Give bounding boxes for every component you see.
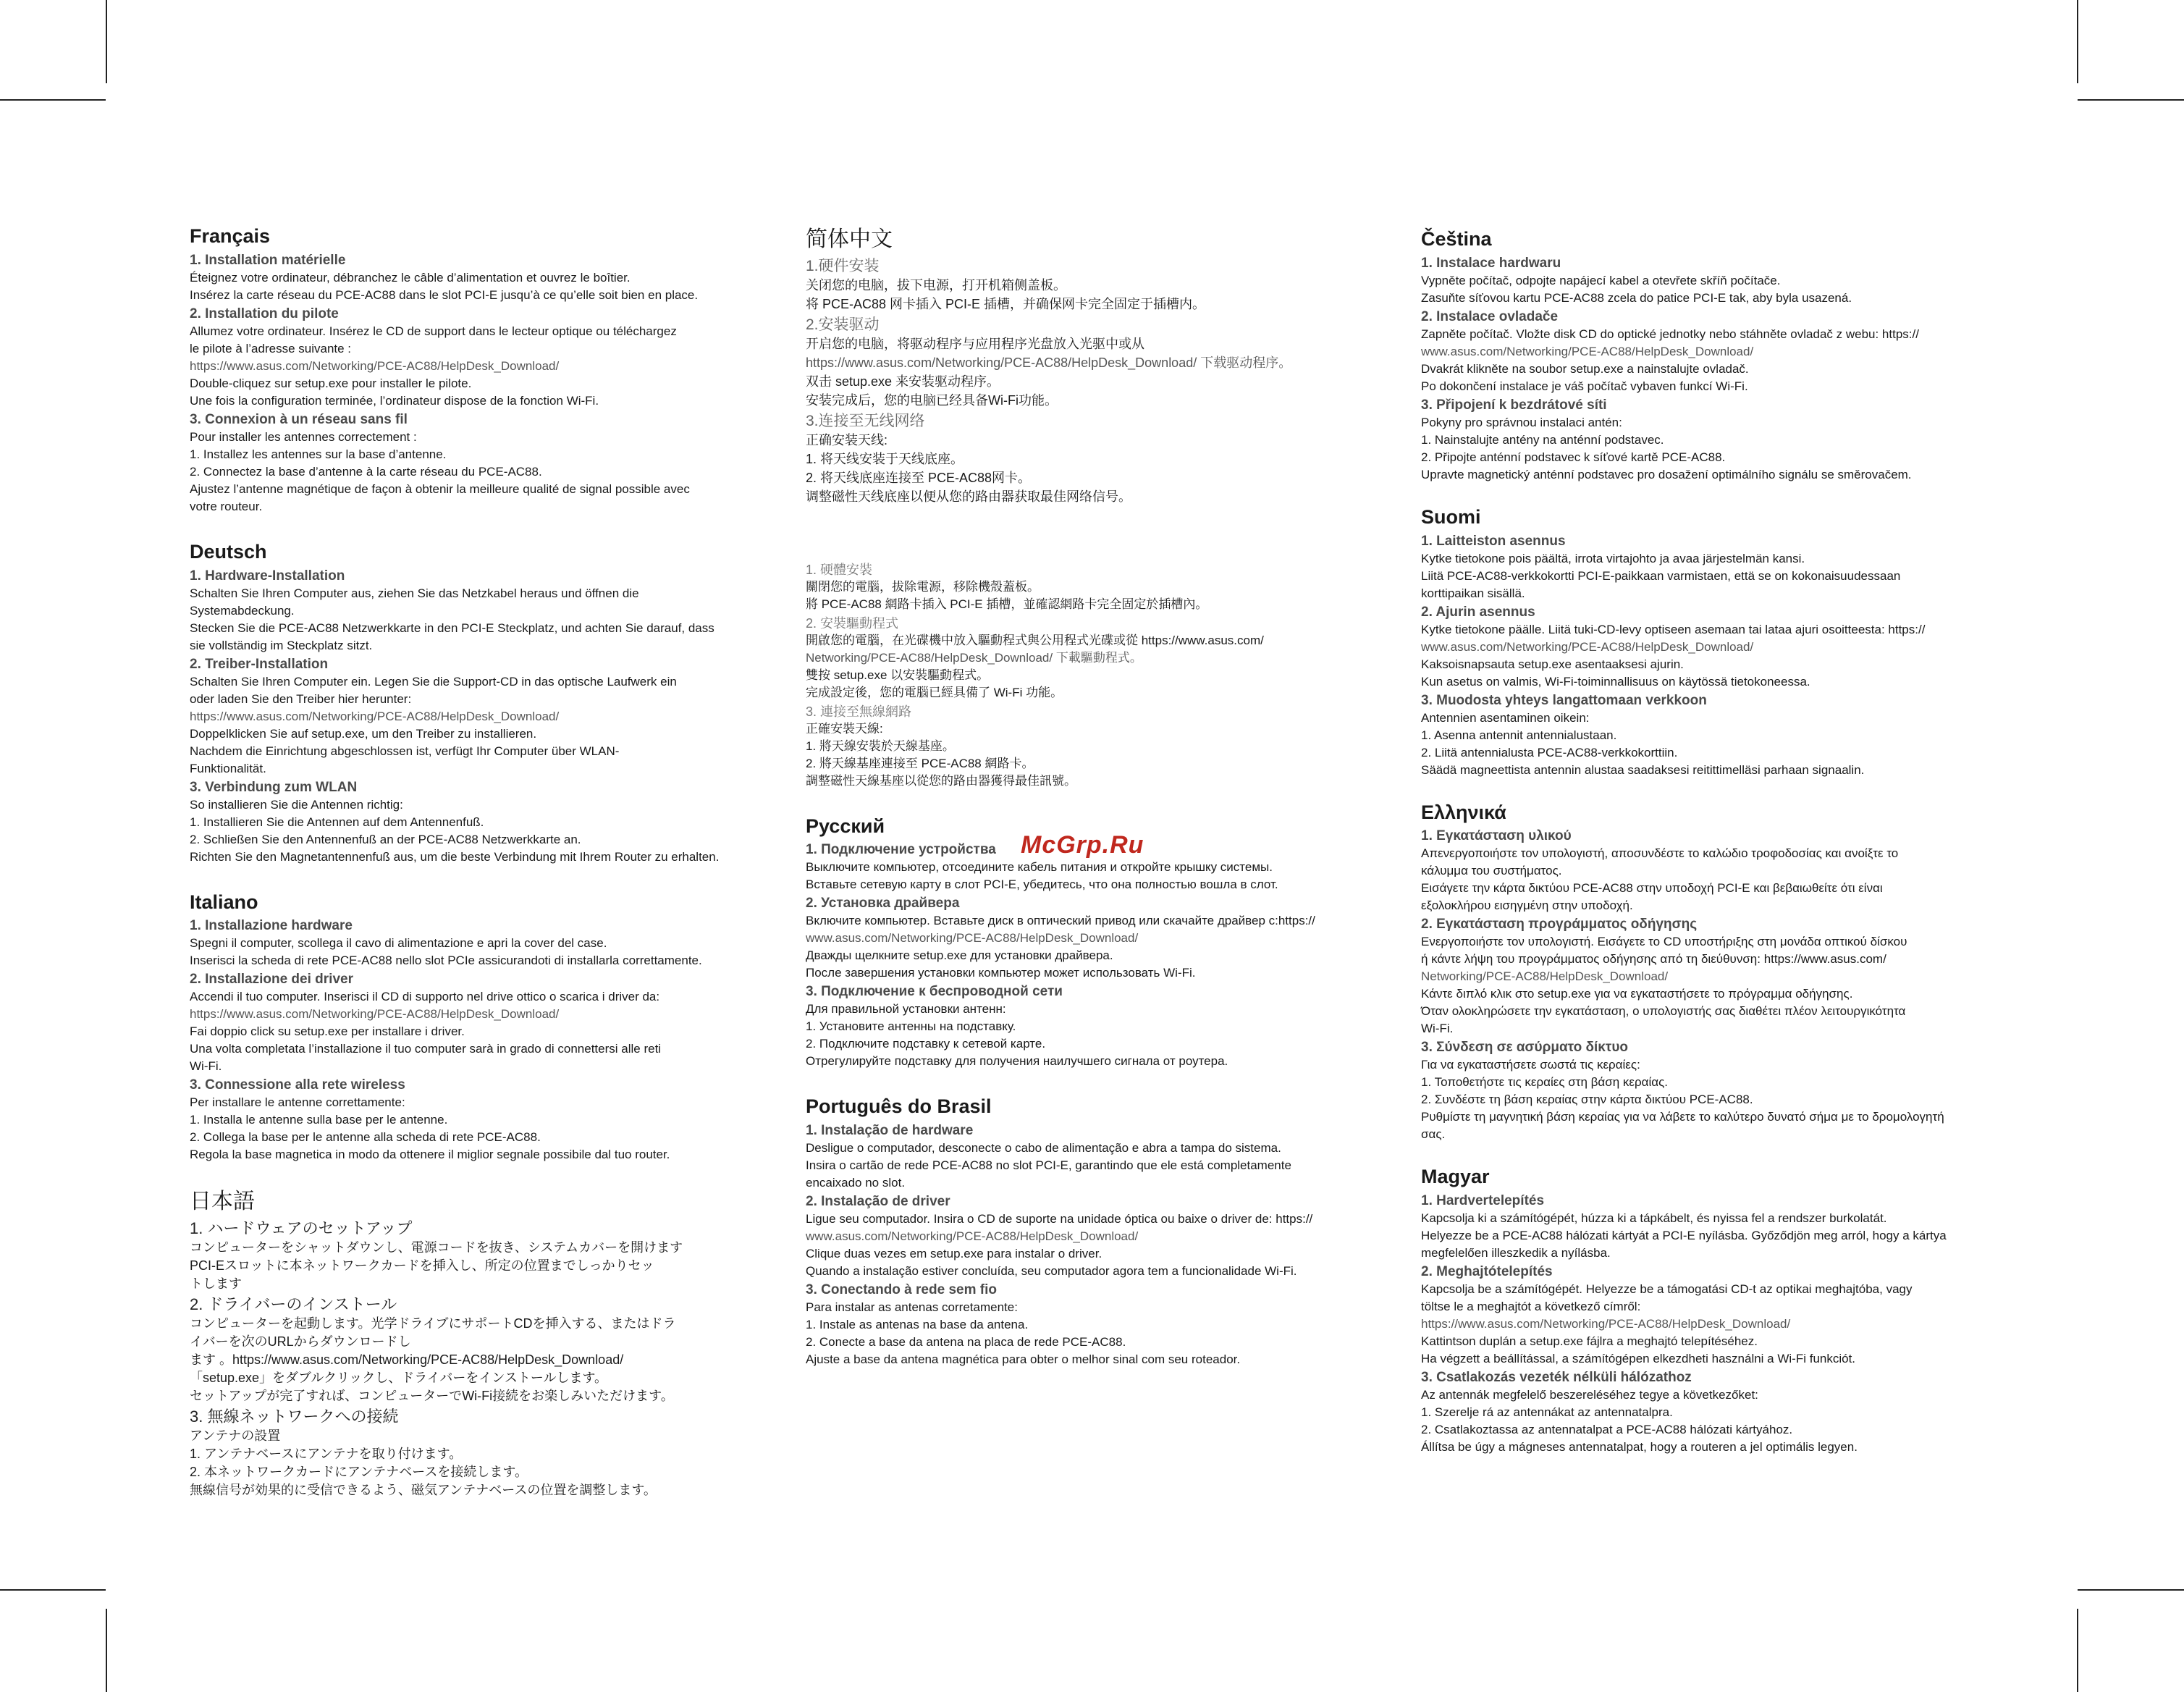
instruction-line: Zapněte počítač. Vložte disk CD do optické jednotky nebo stáhněte ovladač z webu: https:// — [1421, 327, 1919, 341]
instruction-line: ます 。https://www.asus.com/Networking/PCE-AC88/HelpDesk_Download/ — [190, 1352, 624, 1367]
instruction-line: 開啟您的電腦，在光碟機中放入驅動程式與公用程式光碟或從 https://www.asus.com/ — [806, 633, 1264, 647]
step-heading: 2.安装驱动 — [806, 316, 880, 333]
step-heading: 1. Instalace hardwaru — [1421, 255, 1561, 271]
instruction-line: Kytke tietokone päälle. Liitä tuki-CD-levy optiseen asemaan tai lataa ajuri osoitteesta: https:// — [1421, 622, 1926, 636]
instruction-line: Отрегулируйте подставку для получения наилучшего сигнала от роутера. — [806, 1054, 1228, 1069]
instruction-line: Antennien asentaminen oikein: — [1421, 710, 1590, 725]
instruction-line: Kun asetus on valmis, Wi-Fi-toiminnallisuus on käytössä tietokoneessa. — [1421, 674, 1810, 689]
instruction-line: sie vollständig im Steckplatz sitzt. — [190, 638, 373, 652]
instruction-line: https://www.asus.com/Networking/PCE-AC88/HelpDesk_Download/ — [1421, 1317, 1791, 1331]
step-heading: 1. Installazione hardware — [190, 918, 353, 934]
instruction-line: ή κάντε λήψη του προγράμματος οδήγησης από τη διεύθυνση: https://www.asus.com/ — [1421, 952, 1886, 967]
instruction-line: 2. Schließen Sie den Antennenfuß an der PCE-AC88 Netzwerkkarte an. — [190, 832, 581, 846]
section-title: Italiano — [190, 891, 258, 913]
instruction-line: Дважды щелкните setup.exe для установки драйвера. — [806, 948, 1113, 963]
step-heading: 2. Installazione dei driver — [190, 972, 353, 988]
crop-mark-tl-h — [0, 99, 106, 101]
step-heading: 1. Εγκατάσταση υλικού — [1421, 828, 1572, 844]
instruction-line: コンピューターを起動します。光学ドライブにサポートCDを挿入する、またはドラ — [190, 1316, 676, 1331]
instruction-line: Double-cliquez sur setup.exe pour installer le pilote. — [190, 376, 472, 390]
instruction-line: Accendi il tuo computer. Inserisci il CD di supporto nel drive ottico o scarica i driver da: — [190, 990, 660, 1004]
step-heading: 3. Připojení k bezdrátové síti — [1421, 397, 1607, 413]
step-heading: 2. Установка драйвера — [806, 896, 960, 912]
instruction-line: www.asus.com/Networking/PCE-AC88/HelpDesk_Download/ — [806, 931, 1139, 946]
instruction-line: Wi-Fi. — [190, 1059, 222, 1074]
instruction-line: Ligue seu computador. Insira o CD de suporte na unidade óptica ou baixe o driver de: https:// — [806, 1212, 1313, 1226]
instruction-line: Wi-Fi. — [1421, 1022, 1454, 1036]
step-heading: 1. Laitteiston asennus — [1421, 533, 1566, 549]
instruction-line: megfelelően illeszkedik a nyílásba. — [1421, 1246, 1611, 1260]
instruction-line: Insira o cartão de rede PCE-AC88 no slot PCI-E, garantindo que ele está completamente — [806, 1158, 1291, 1172]
crop-mark-tr-h — [2078, 99, 2184, 101]
language-section — [190, 224, 754, 515]
instruction-line: Kaksoisnapsauta setup.exe asentaaksesi ajurin. — [1421, 657, 1684, 671]
step-heading: 3. Σύνδεση σε ασύρματο δίκτυο — [1421, 1040, 1629, 1056]
instruction-line: Κάντε διπλό κλικ στο setup.exe για να εγκαταστήσετε το πρόγραμμα οδήγησης. — [1421, 987, 1853, 1001]
instruction-line: Kapcsolja ki a számítógépét, húzza ki a tápkábelt, és nyissa fel a rendszer burkolatát. — [1421, 1211, 1887, 1225]
instruction-line: コンピューターをシャットダウンし、電源コードを抜き、システムカバーを開けます — [190, 1239, 683, 1255]
instruction-line: Upravte magnetický anténní podstavec pro dosažení optimálního signálu se směrovačem. — [1421, 467, 1912, 481]
language-section — [1421, 227, 2000, 484]
section-title: Čeština — [1421, 228, 1492, 250]
section-title: Français — [190, 225, 271, 247]
step-heading: 2. Εγκατάσταση προγράμματος οδήγησης — [1421, 917, 1698, 933]
instruction-line: votre routeur. — [190, 499, 263, 513]
instruction-line: Allumez votre ordinateur. Insérez le CD de support dans le lecteur optique ou téléchargez — [190, 324, 677, 338]
instruction-line: 2. 將天線基座連接至 PCE-AC88 網路卡。 — [806, 756, 1034, 770]
step-heading: 1. ハードウェアのセットアップ — [190, 1219, 413, 1237]
instruction-line: Απενεργοποιήστε τον υπολογιστή, αποσυνδέστε το καλώδιο τροφοδοσίας και ανοίξτε το — [1421, 846, 1899, 861]
step-heading: 2. ドライバーのインストール — [190, 1295, 397, 1313]
step-heading: 1. Hardware-Installation — [190, 568, 345, 584]
instruction-line: 安装完成后，您的电脑已经具备Wi-Fi功能。 — [806, 392, 1058, 408]
instruction-line: κάλυμμα του συστήματος. — [1421, 864, 1562, 878]
step-heading: 3. Conectando à rede sem fio — [806, 1282, 997, 1297]
instruction-line: 1. Installa le antenne sulla base per le antenne. — [190, 1113, 448, 1127]
step-heading: 3. Connessione alla rete wireless — [190, 1077, 405, 1093]
instruction-line: 1. Nainstalujte antény na anténní podstavec. — [1421, 432, 1664, 447]
instruction-line: Ajuste a base da antena magnética para obter o melhor sinal com seu roteador. — [806, 1352, 1241, 1366]
instruction-line: 正确安装天线: — [806, 432, 888, 447]
instruction-line: イバーを次のURLからダウンロードし — [190, 1334, 411, 1349]
instruction-line: 2. Csatlakoztassa az antennatalpat a PCE-AC88 hálózati kártyához. — [1421, 1423, 1793, 1436]
instruction-line: Állítsa be úgy a mágneses antennatalpat, hogy a routeren a jel optimális legyen. — [1421, 1440, 1858, 1454]
instruction-line: Helyezze be a PCE-AC88 hálózati kártyát a PCI-E nyílásba. Győződjön meg arról, hogy a kártya — [1421, 1229, 1947, 1242]
section-title: Português do Brasil — [806, 1095, 992, 1118]
column-middle — [806, 226, 1370, 1393]
section-title: 日本語 — [190, 1190, 255, 1214]
instruction-line: 完成設定後，您的電腦已經具備了 Wi-Fi 功能。 — [806, 685, 1063, 699]
instruction-line: Regola la base magnetica in modo da ottenere il miglior segnale possibile dal tuo router. — [190, 1148, 670, 1162]
instruction-line: Une fois la configuration terminée, l’ordinateur dispose de la fonction Wi-Fi. — [190, 393, 599, 408]
instruction-line: Quando a instalação estiver concluída, seu computador agora tem a funcionalidade Wi-Fi. — [806, 1264, 1297, 1278]
step-heading: 3. Connexion à un réseau sans fil — [190, 411, 408, 427]
instruction-line: После завершения установки компьютер может использовать Wi-Fi. — [806, 966, 1196, 980]
instruction-line: Όταν ολοκληρώσετε την εγκατάσταση, ο υπολογιστής σας διαθέτει πλέον λειτουργικότητα — [1421, 1004, 1906, 1019]
instruction-line: Inserisci la scheda di rete PCE-AC88 nello slot PCIe assicurandoti di installarla correttamente. — [190, 954, 702, 968]
instruction-line: le pilote à l’adresse suivante : — [190, 341, 352, 355]
instruction-line: Liitä PCE-AC88-verkkokortti PCI-E-paikkaan varmistaen, että se on kokonaisuudessaan — [1421, 568, 1901, 583]
language-section — [806, 226, 1370, 506]
column-left — [190, 224, 754, 1524]
instruction-line: 2. 本ネットワークカードにアンテナベースを接続します。 — [190, 1464, 528, 1479]
section-title: Ελληνικά — [1421, 801, 1506, 823]
instruction-line: 1. 將天線安裝於天線基座。 — [806, 738, 955, 753]
instruction-line: www.asus.com/Networking/PCE-AC88/HelpDesk_Download/ — [1421, 639, 1754, 654]
instruction-line: 2. Připojte anténní podstavec k síťové kartě PCE-AC88. — [1421, 450, 1726, 464]
instruction-line: So installieren Sie die Antennen richtig: — [190, 797, 403, 812]
instruction-line: 1. 将天线安装于天线底座。 — [806, 451, 964, 466]
instruction-line: Ενεργοποιήστε τον υπολογιστή. Εισάγετε το CD υποστήριξης στη μονάδα οπτικού δίσκου — [1421, 935, 1907, 949]
instruction-line: Az antennák megfelelő beszereléséhez tegye a következőket: — [1421, 1388, 1758, 1402]
instruction-line: Richten Sie den Magnetantennenfuß aus, um die beste Verbindung mit Ihrem Router zu erhalten. — [190, 849, 720, 864]
step-heading: 2. Instalace ovladače — [1421, 308, 1559, 324]
instruction-line: Networking/PCE-AC88/HelpDesk_Download/ 下載驅動程式。 — [806, 650, 1142, 665]
step-heading: 2. Meghajtótelepítés — [1421, 1264, 1553, 1279]
instruction-line: 开启您的电脑，将驱动程序与应用程序光盘放入光驱中或从 — [806, 336, 1144, 351]
instruction-line: encaixado no slot. — [806, 1176, 906, 1190]
instruction-line: Fai doppio click su setup.exe per installare i driver. — [190, 1024, 465, 1039]
instruction-line: Zasuňte síťovou kartu PCE-AC88 zcela do patice PCI-E tak, aby byla usazená. — [1421, 290, 1852, 305]
instruction-line: Ha végzett a beállítással, a számítógépen elkezdheti használni a Wi-Fi funkciót. — [1421, 1352, 1856, 1365]
instruction-line: 2. Liitä antennialusta PCE-AC88-verkkokorttiin. — [1421, 745, 1678, 759]
crop-mark-tl-v — [106, 0, 107, 83]
step-heading: 1. Instalação de hardware — [806, 1123, 974, 1138]
language-section — [190, 891, 754, 1164]
language-section — [1421, 801, 2000, 1144]
instruction-line: www.asus.com/Networking/PCE-AC88/HelpDesk_Download/ — [806, 1229, 1139, 1243]
instruction-line: Выключите компьютер, отсоедините кабель питания и откройте крышку системы. — [806, 860, 1273, 875]
section-title: Magyar — [1421, 1166, 1490, 1188]
step-heading: 3.连接至无线网络 — [806, 412, 925, 429]
instruction-line: 將 PCE-AC88 網路卡插入 PCI-E 插槽，並確認網路卡完全固定於插槽內。 — [806, 597, 1208, 611]
instruction-line: https://www.asus.com/Networking/PCE-AC88/HelpDesk_Download/ — [190, 358, 560, 373]
instruction-line: Pour installer les antennes correctement : — [190, 429, 417, 444]
instruction-line: Schalten Sie Ihren Computer aus, ziehen Sie das Netzkabel heraus und öffnen die — [190, 586, 639, 600]
instruction-line: PCI-Eスロットに本ネットワークカードを挿入し、所定の位置までしっかりセッ — [190, 1258, 654, 1273]
instruction-line: Ρυθμίστε τη μαγνητική βάση κεραίας για να λάβετε το καλύτερο δυνατό σήμα με το δρομολογητή — [1421, 1110, 1944, 1124]
instruction-line: Desligue o computador, desconecte o cabo de alimentação e abra a tampa do sistema. — [806, 1141, 1281, 1155]
step-heading: 3. 連接至無線網路 — [806, 704, 912, 719]
step-heading: 2. Treiber-Installation — [190, 656, 329, 672]
instruction-line: Clique duas vezes em setup.exe para instalar o driver. — [806, 1247, 1102, 1260]
instruction-line: Éteignez votre ordinateur, débranchez le câble d’alimentation et ouvrez le boîtier. — [190, 270, 631, 285]
instruction-line: 1. Τοποθετήστε τις κεραίες στη βάση κεραίας. — [1421, 1075, 1668, 1090]
instruction-line: 双击 setup.exe 来安装驱动程序。 — [806, 374, 1000, 389]
instruction-line: 「setup.exe」をダブルクリックし、ドライバーをインストールします。 — [190, 1370, 608, 1385]
instruction-line: セットアップが完了すれば、コンピューターでWi-Fi接続をお楽しみいただけます。 — [190, 1388, 674, 1403]
language-section — [1421, 505, 2000, 779]
instruction-line: Stecken Sie die PCE-AC88 Netzwerkkarte in den PCI-E Steckplatz, und achten Sie darauf, dass — [190, 620, 714, 635]
instruction-line: 調整磁性天線基座以從您的路由器獲得最佳訊號。 — [806, 773, 1076, 788]
instruction-line: Включите компьютер. Вставьте диск в оптический привод или скачайте драйвер с:https:// — [806, 914, 1315, 928]
instruction-line: 2. Conecte a base da antena na placa de rede PCE-AC88. — [806, 1335, 1126, 1349]
instruction-line: Kapcsolja be a számítógépét. Helyezze be a támogatási CD-t az optikai meghajtóba, vagy — [1421, 1282, 1913, 1296]
section-title: 简体中文 — [806, 227, 893, 251]
step-heading: 2. 安裝驅動程式 — [806, 615, 899, 631]
instruction-line: Una volta completata l’installazione il tuo computer sarà in grado di connettersi alle reti — [190, 1042, 662, 1056]
watermark: McGrp.Ru — [1021, 831, 1144, 859]
instruction-line: 關閉您的電腦，拔除電源，移除機殼蓋板。 — [806, 579, 1040, 594]
instruction-line: 1. Installez les antennes sur la base d’antenne. — [190, 447, 447, 461]
instruction-line: 1. Instale as antenas na base da antena. — [806, 1318, 1029, 1331]
step-heading: 2. Ajurin asennus — [1421, 604, 1535, 620]
step-heading: 1.硬件安装 — [806, 257, 880, 274]
instruction-line: Systemabdeckung. — [190, 603, 295, 618]
instruction-line: 1. アンテナベースにアンテナを取り付けます。 — [190, 1446, 463, 1461]
instruction-line: 2. 将天线底座连接至 PCE-AC88网卡。 — [806, 470, 1032, 485]
instruction-line: oder laden Sie den Treiber hier herunter: — [190, 691, 412, 706]
instruction-line: 2. Collega la base per le antenne alla scheda di rete PCE-AC88. — [190, 1130, 541, 1145]
section-title: Suomi — [1421, 505, 1481, 528]
instruction-line: korttipaikan sisällä. — [1421, 586, 1525, 600]
instruction-line: www.asus.com/Networking/PCE-AC88/HelpDesk_Download/ — [1421, 344, 1754, 358]
instruction-line: 将 PCE-AC88 网卡插入 PCI-E 插槽，并确保网卡完全固定于插槽内。 — [806, 296, 1206, 311]
instruction-line: Säädä magneettista antennin alustaa saadaksesi reitittimelläsi parhaan signaalin. — [1421, 762, 1865, 777]
crop-mark-bl-h — [0, 1589, 106, 1591]
instruction-line: Para instalar as antenas corretamente: — [806, 1300, 1018, 1314]
instruction-line: Εισάγετε την κάρτα δικτύου PCE-AC88 στην υποδοχή PCI-E και βεβαιωθείτε ότι είναι — [1421, 881, 1883, 896]
language-section — [190, 540, 754, 866]
section-title: Русский — [806, 815, 885, 837]
instruction-line: Для правильной установки антенн: — [806, 1002, 1006, 1017]
instruction-line: https://www.asus.com/Networking/PCE-AC88/HelpDesk_Download/ — [190, 709, 560, 723]
language-section — [1421, 1165, 2000, 1456]
instruction-line: Vypněte počítač, odpojte napájecí kabel a otevřete skříň počítače. — [1421, 273, 1781, 287]
section-title: Deutsch — [190, 540, 267, 563]
language-section — [806, 561, 1370, 790]
step-heading: 3. Verbindung zum WLAN — [190, 779, 358, 795]
instruction-line: εξολοκλήρου εισηγμένη στην υποδοχή. — [1421, 898, 1633, 913]
step-heading: 3. Muodosta yhteys langattomaan verkkoon — [1421, 692, 1707, 708]
step-heading: 1. 硬體安裝 — [806, 562, 873, 577]
step-heading: 1. Hardvertelepítés — [1421, 1193, 1545, 1208]
instruction-line: 正確安裝天線: — [806, 721, 883, 736]
step-heading: 3. 無線ネットワークへの接続 — [190, 1407, 399, 1426]
instruction-line: 1. Installieren Sie die Antennen auf dem Antennenfuß. — [190, 815, 484, 829]
instruction-line: Insérez la carte réseau du PCE-AC88 dans le slot PCI-E jusqu’à ce qu’elle soit bien en place. — [190, 287, 699, 302]
instruction-line: 無線信号が効果的に受信できるよう、磁気アンテナベースの位置を調整します。 — [190, 1482, 657, 1497]
crop-mark-br-h — [2078, 1589, 2184, 1591]
step-heading: 1. Подключение устройства — [806, 842, 996, 858]
instruction-line: Вставьте сетевую карту в слот PCI-E, убедитесь, что она полностью вошла в слот. — [806, 877, 1278, 892]
step-heading: 3. Подключение к беспроводной сети — [806, 984, 1063, 1000]
instruction-line: https://www.asus.com/Networking/PCE-AC88/HelpDesk_Download/ 下载驱动程序。 — [806, 355, 1292, 370]
instruction-line: アンテナの設置 — [190, 1428, 281, 1443]
step-heading: 1. Installation matérielle — [190, 252, 346, 268]
instruction-line: 1. Asenna antennit antennialustaan. — [1421, 728, 1617, 742]
instruction-line: 关闭您的电脑，拔下电源，打开机箱侧盖板。 — [806, 277, 1066, 292]
column-right — [1421, 227, 2000, 1481]
crop-mark-br-v — [2077, 1609, 2078, 1692]
step-heading: 2. Instalação de driver — [806, 1194, 950, 1209]
instruction-line: https://www.asus.com/Networking/PCE-AC88/HelpDesk_Download/ — [190, 1007, 560, 1022]
instruction-line: Spegni il computer, scollega il cavo di alimentazione e apri la cover del case. — [190, 936, 607, 951]
instruction-line: töltse le a meghajtót a következő címről: — [1421, 1300, 1641, 1313]
language-section — [190, 1188, 754, 1499]
crop-mark-bl-v — [106, 1609, 107, 1692]
instruction-line: Ajustez l’antenne magnétique de façon à obtenir la meilleure qualité de signal possible avec — [190, 481, 690, 496]
instruction-line: Pokyny pro správnou instalaci antén: — [1421, 415, 1622, 429]
instruction-line: Nachdem die Einrichtung abgeschlossen ist, verfügt Ihr Computer über WLAN- — [190, 744, 620, 758]
step-heading: 2. Installation du pilote — [190, 306, 339, 321]
instruction-line: Kattintson duplán a setup.exe fájlra a meghajtó telepítéséhez. — [1421, 1334, 1758, 1348]
instruction-line: 1. Szerelje rá az antennákat az antennatalpra. — [1421, 1405, 1673, 1419]
instruction-line: Po dokončení instalace je váš počítač vybaven funkcí Wi-Fi. — [1421, 379, 1748, 393]
instruction-line: Για να εγκαταστήσετε σωστά τις κεραίες: — [1421, 1058, 1640, 1072]
instruction-line: Per installare le antenne correttamente: — [190, 1095, 405, 1110]
instruction-line: Networking/PCE-AC88/HelpDesk_Download/ — [1421, 969, 1669, 984]
crop-mark-tr-v — [2077, 0, 2078, 83]
instruction-line: Doppelklicken Sie auf setup.exe, um den Treiber zu installieren. — [190, 726, 537, 741]
instruction-line: トします — [190, 1276, 242, 1291]
instruction-line: Dvakrát klikněte na soubor setup.exe a nainstalujte ovladač. — [1421, 361, 1749, 376]
step-heading: 3. Csatlakozás vezeték nélküli hálózathoz — [1421, 1370, 1692, 1385]
instruction-line: 2. Connectez la base d’antenne à la carte réseau du PCE-AC88. — [190, 464, 542, 479]
instruction-line: 调整磁性天线底座以便从您的路由器获取最佳网络信号。 — [806, 489, 1131, 504]
instruction-line: 雙按 setup.exe 以安裝驅動程式。 — [806, 668, 990, 682]
instruction-line: Kytke tietokone pois päältä, irrota virtajohto ja avaa järjestelmän kansi. — [1421, 551, 1805, 565]
instruction-line: 2. Συνδέστε τη βάση κεραίας στην κάρτα δικτύου PCE-AC88. — [1421, 1093, 1753, 1107]
instruction-line: 2. Подключите подставку к сетевой карте. — [806, 1037, 1046, 1051]
language-section — [806, 1095, 1370, 1368]
instruction-line: Funktionalität. — [190, 761, 266, 775]
instruction-line: σας. — [1421, 1127, 1446, 1142]
instruction-line: 1. Установите антенны на подставку. — [806, 1019, 1016, 1034]
instruction-line: Schalten Sie Ihren Computer ein. Legen Sie die Support-CD in das optische Laufwerk ein — [190, 674, 677, 689]
